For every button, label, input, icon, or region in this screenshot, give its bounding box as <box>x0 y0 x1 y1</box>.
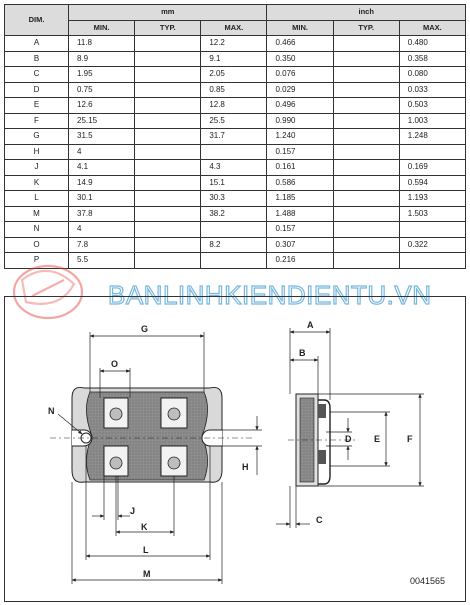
cell-dim: F <box>5 113 69 129</box>
cell-in-max: 0.358 <box>399 51 465 67</box>
cell-in-max: 0.480 <box>399 36 465 52</box>
label-M: M <box>143 569 151 579</box>
cell-dim: B <box>5 51 69 67</box>
cell-dim: O <box>5 237 69 253</box>
cell-mm-min: 1.95 <box>69 67 135 83</box>
cell-in-min: 0.466 <box>267 36 333 52</box>
label-E: E <box>374 434 381 444</box>
cell-dim: M <box>5 206 69 222</box>
cell-mm-min: 7.8 <box>69 237 135 253</box>
cell-in-max: 0.033 <box>399 82 465 98</box>
cell-mm-max: 15.1 <box>201 175 267 191</box>
cell-mm-min: 4 <box>69 144 135 160</box>
header-mm: mm <box>69 5 267 21</box>
cell-mm-max: 12.8 <box>201 98 267 114</box>
terminal-hole-icon <box>110 457 122 469</box>
cell-mm-min: 31.5 <box>69 129 135 145</box>
label-G: G <box>141 324 149 334</box>
label-H: H <box>242 462 249 472</box>
cell-in-min: 0.990 <box>267 113 333 129</box>
cell-in-min: 1.240 <box>267 129 333 145</box>
cell-mm-max: 38.2 <box>201 206 267 222</box>
cell-dim: C <box>5 67 69 83</box>
cell-mm-max: 0.85 <box>201 82 267 98</box>
cell-in-max: 1.003 <box>399 113 465 129</box>
terminal-hole-icon <box>110 408 122 420</box>
header-inch-min: MIN. <box>267 20 333 36</box>
terminal-hole-icon <box>168 457 180 469</box>
cell-mm-max: 8.2 <box>201 237 267 253</box>
cell-mm-max: 30.3 <box>201 191 267 207</box>
terminal-hole-icon <box>168 408 180 420</box>
label-J: J <box>130 506 136 516</box>
cell-in-max: 1.503 <box>399 206 465 222</box>
label-C: C <box>316 515 323 525</box>
cell-dim: K <box>5 175 69 191</box>
cell-in-min: 0.157 <box>267 144 333 160</box>
cell-dim: J <box>5 160 69 176</box>
cell-mm-min: 0.75 <box>69 82 135 98</box>
cell-mm-min: 4.1 <box>69 160 135 176</box>
header-mm-typ: TYP. <box>135 20 201 36</box>
cell-in-max: 0.594 <box>399 175 465 191</box>
header-mm-min: MIN. <box>69 20 135 36</box>
cell-mm-max: 9.1 <box>201 51 267 67</box>
label-B: B <box>299 348 306 358</box>
cell-in-min: 0.307 <box>267 237 333 253</box>
cell-mm-min: 11.8 <box>69 36 135 52</box>
cell-in-min: 1.488 <box>267 206 333 222</box>
cell-dim: G <box>5 129 69 145</box>
cell-in-max: 1.193 <box>399 191 465 207</box>
cell-in-max: 0.322 <box>399 237 465 253</box>
cell-in-min: 0.216 <box>267 253 333 269</box>
cell-dim: H <box>5 144 69 160</box>
cell-in-min: 0.586 <box>267 175 333 191</box>
cell-in-min: 0.161 <box>267 160 333 176</box>
header-dim: DIM. <box>5 5 69 36</box>
cell-mm-max: 2.05 <box>201 67 267 83</box>
cell-in-min: 0.029 <box>267 82 333 98</box>
cell-mm-min: 14.9 <box>69 175 135 191</box>
cell-mm-max: 4.3 <box>201 160 267 176</box>
cell-in-max: 0.169 <box>399 160 465 176</box>
cell-in-min: 0.076 <box>267 67 333 83</box>
cell-in-min: 1.185 <box>267 191 333 207</box>
cell-dim: L <box>5 191 69 207</box>
label-L: L <box>143 545 149 555</box>
label-D: D <box>345 434 352 444</box>
header-inch-typ: TYP. <box>333 20 399 36</box>
header-mm-max: MAX. <box>201 20 267 36</box>
header-inch-max: MAX. <box>399 20 465 36</box>
cell-in-max: 0.080 <box>399 67 465 83</box>
cell-mm-min: 37.8 <box>69 206 135 222</box>
drawing-reference: 0041565 <box>410 576 446 586</box>
cell-mm-min: 5.5 <box>69 253 135 269</box>
watermark-text: BANLINHKIENDIENTU.VN <box>108 280 432 310</box>
cell-in-min: 0.496 <box>267 98 333 114</box>
cell-mm-max: 31.7 <box>201 129 267 145</box>
cell-dim: N <box>5 222 69 238</box>
header-inch: inch <box>267 5 466 21</box>
label-N: N <box>48 406 55 416</box>
cell-in-min: 0.157 <box>267 222 333 238</box>
cell-dim: P <box>5 253 69 269</box>
cell-dim: A <box>5 36 69 52</box>
label-F: F <box>407 434 413 444</box>
cell-mm-min: 30.1 <box>69 191 135 207</box>
label-O: O <box>111 359 119 369</box>
cell-mm-min: 12.6 <box>69 98 135 114</box>
label-K: K <box>141 522 148 532</box>
cell-mm-min: 4 <box>69 222 135 238</box>
cell-mm-max: 25.5 <box>201 113 267 129</box>
cell-mm-max: 12.2 <box>201 36 267 52</box>
cell-dim: E <box>5 98 69 114</box>
cell-in-min: 0.350 <box>267 51 333 67</box>
label-A: A <box>307 320 314 330</box>
cell-in-max: 0.503 <box>399 98 465 114</box>
cell-in-max: 1.248 <box>399 129 465 145</box>
package-top-view <box>50 387 255 482</box>
cell-mm-min: 8.9 <box>69 51 135 67</box>
cell-dim: D <box>5 82 69 98</box>
cell-mm-min: 25.15 <box>69 113 135 129</box>
